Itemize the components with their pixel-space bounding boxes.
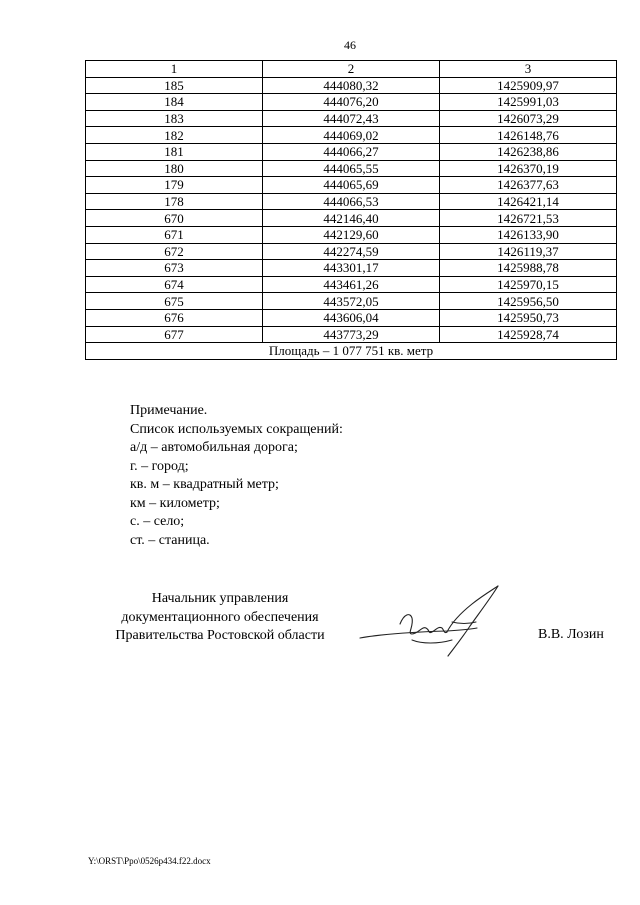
table-cell-col2: 442146,40	[263, 210, 440, 227]
table-cell-col1: 671	[86, 226, 263, 243]
table-cell-col1: 180	[86, 160, 263, 177]
area-row	[86, 343, 617, 360]
table-row	[86, 293, 617, 310]
table-cell-col3: 1425991,03	[440, 94, 617, 111]
abbreviation-item: а/д – автомобильная дорога;	[130, 440, 298, 455]
table-cell-col1: 178	[86, 193, 263, 210]
abbreviation-item: с. – село;	[130, 514, 185, 529]
table-cell-col3: 1426119,37	[440, 243, 617, 260]
coordinates-table	[85, 60, 617, 360]
table-cell-col3: 1426148,76	[440, 127, 617, 144]
table-cell-col2: 442129,60	[263, 226, 440, 243]
table-cell-col1: 183	[86, 110, 263, 127]
table-cell-col3: 1426377,63	[440, 177, 617, 194]
notes-section	[130, 402, 343, 550]
table-cell-col1: 676	[86, 309, 263, 326]
signatory-title-line: Правительства Ростовской области	[115, 628, 325, 643]
table-cell-col2: 443606,04	[263, 309, 440, 326]
signer-name: В.В. Лозин	[538, 627, 604, 642]
signatory-title-line: Начальник управления	[151, 591, 289, 606]
column-header-3: 3	[440, 61, 617, 78]
table-cell-col2: 444065,55	[263, 160, 440, 177]
table-cell-col2: 443773,29	[263, 326, 440, 343]
table-cell-col1: 677	[86, 326, 263, 343]
table-cell-col1: 670	[86, 210, 263, 227]
notes-subtitle: Список используемых сокращений:	[130, 421, 343, 437]
table-header-row	[86, 61, 617, 78]
abbreviation-item: кв. м – квадратный метр;	[130, 477, 279, 492]
table-row	[86, 226, 617, 243]
table-cell-col3: 1425956,50	[440, 293, 617, 310]
table-row	[86, 94, 617, 111]
table-cell-col2: 442274,59	[263, 243, 440, 260]
table-cell-col2: 443572,05	[263, 293, 440, 310]
table-row	[86, 77, 617, 94]
table-cell-col2: 443301,17	[263, 260, 440, 277]
table-cell-col3: 1426370,19	[440, 160, 617, 177]
table-cell-col1: 182	[86, 127, 263, 144]
table-row	[86, 193, 617, 210]
signatory-title	[80, 590, 360, 646]
table-cell-col1: 674	[86, 276, 263, 293]
abbreviation-item: ст. – станица.	[130, 532, 210, 548]
handwritten-signature	[352, 582, 512, 662]
table-cell-col2: 443461,26	[263, 276, 440, 293]
table-body	[86, 77, 617, 343]
table-row	[86, 177, 617, 194]
notes-title: Примечание.	[130, 403, 208, 418]
file-path-footer: Y:\ORST\Ppo\0526p434.f22.docx	[88, 856, 211, 866]
table-cell-col2: 444069,02	[263, 127, 440, 144]
table-cell-col1: 181	[86, 143, 263, 160]
table-row	[86, 243, 617, 260]
table-cell-col3: 1425928,74	[440, 326, 617, 343]
table-cell-col1: 184	[86, 94, 263, 111]
table-row	[86, 160, 617, 177]
table-row	[86, 326, 617, 343]
table-row	[86, 260, 617, 277]
table-row	[86, 210, 617, 227]
table-cell-col3: 1426721,53	[440, 210, 617, 227]
page-number: 46	[344, 38, 356, 52]
table-cell-col3: 1425970,15	[440, 276, 617, 293]
table-row	[86, 309, 617, 326]
table-cell-col2: 444066,53	[263, 193, 440, 210]
abbreviation-item: км – километр;	[130, 495, 220, 511]
table-cell-col1: 675	[86, 293, 263, 310]
table-cell-col3: 1425909,97	[440, 77, 617, 94]
table-cell-col3: 1426133,90	[440, 226, 617, 243]
table-cell-col2: 444065,69	[263, 177, 440, 194]
table-cell-col3: 1426238,86	[440, 143, 617, 160]
table-cell-col3: 1425988,78	[440, 260, 617, 277]
table-cell-col3: 1425950,73	[440, 309, 617, 326]
column-header-2: 2	[263, 61, 440, 78]
signatory-title-line: документационного обеспечения	[121, 609, 319, 625]
table-cell-col2: 444080,32	[263, 77, 440, 94]
table-row	[86, 143, 617, 160]
table-cell-col1: 179	[86, 177, 263, 194]
table-row	[86, 127, 617, 144]
table-cell-col2: 444066,27	[263, 143, 440, 160]
table-row	[86, 110, 617, 127]
table-cell-col2: 444072,43	[263, 110, 440, 127]
table-cell-col1: 185	[86, 77, 263, 94]
column-header-1: 1	[86, 61, 263, 78]
table-cell-col3: 1426073,29	[440, 110, 617, 127]
abbreviation-item: г. – город;	[130, 458, 189, 474]
table-cell-col2: 444076,20	[263, 94, 440, 111]
area-cell: Площадь – 1 077 751 кв. метр	[86, 343, 617, 360]
table-cell-col1: 672	[86, 243, 263, 260]
table-cell-col1: 673	[86, 260, 263, 277]
table-cell-col3: 1426421,14	[440, 193, 617, 210]
table-row	[86, 276, 617, 293]
